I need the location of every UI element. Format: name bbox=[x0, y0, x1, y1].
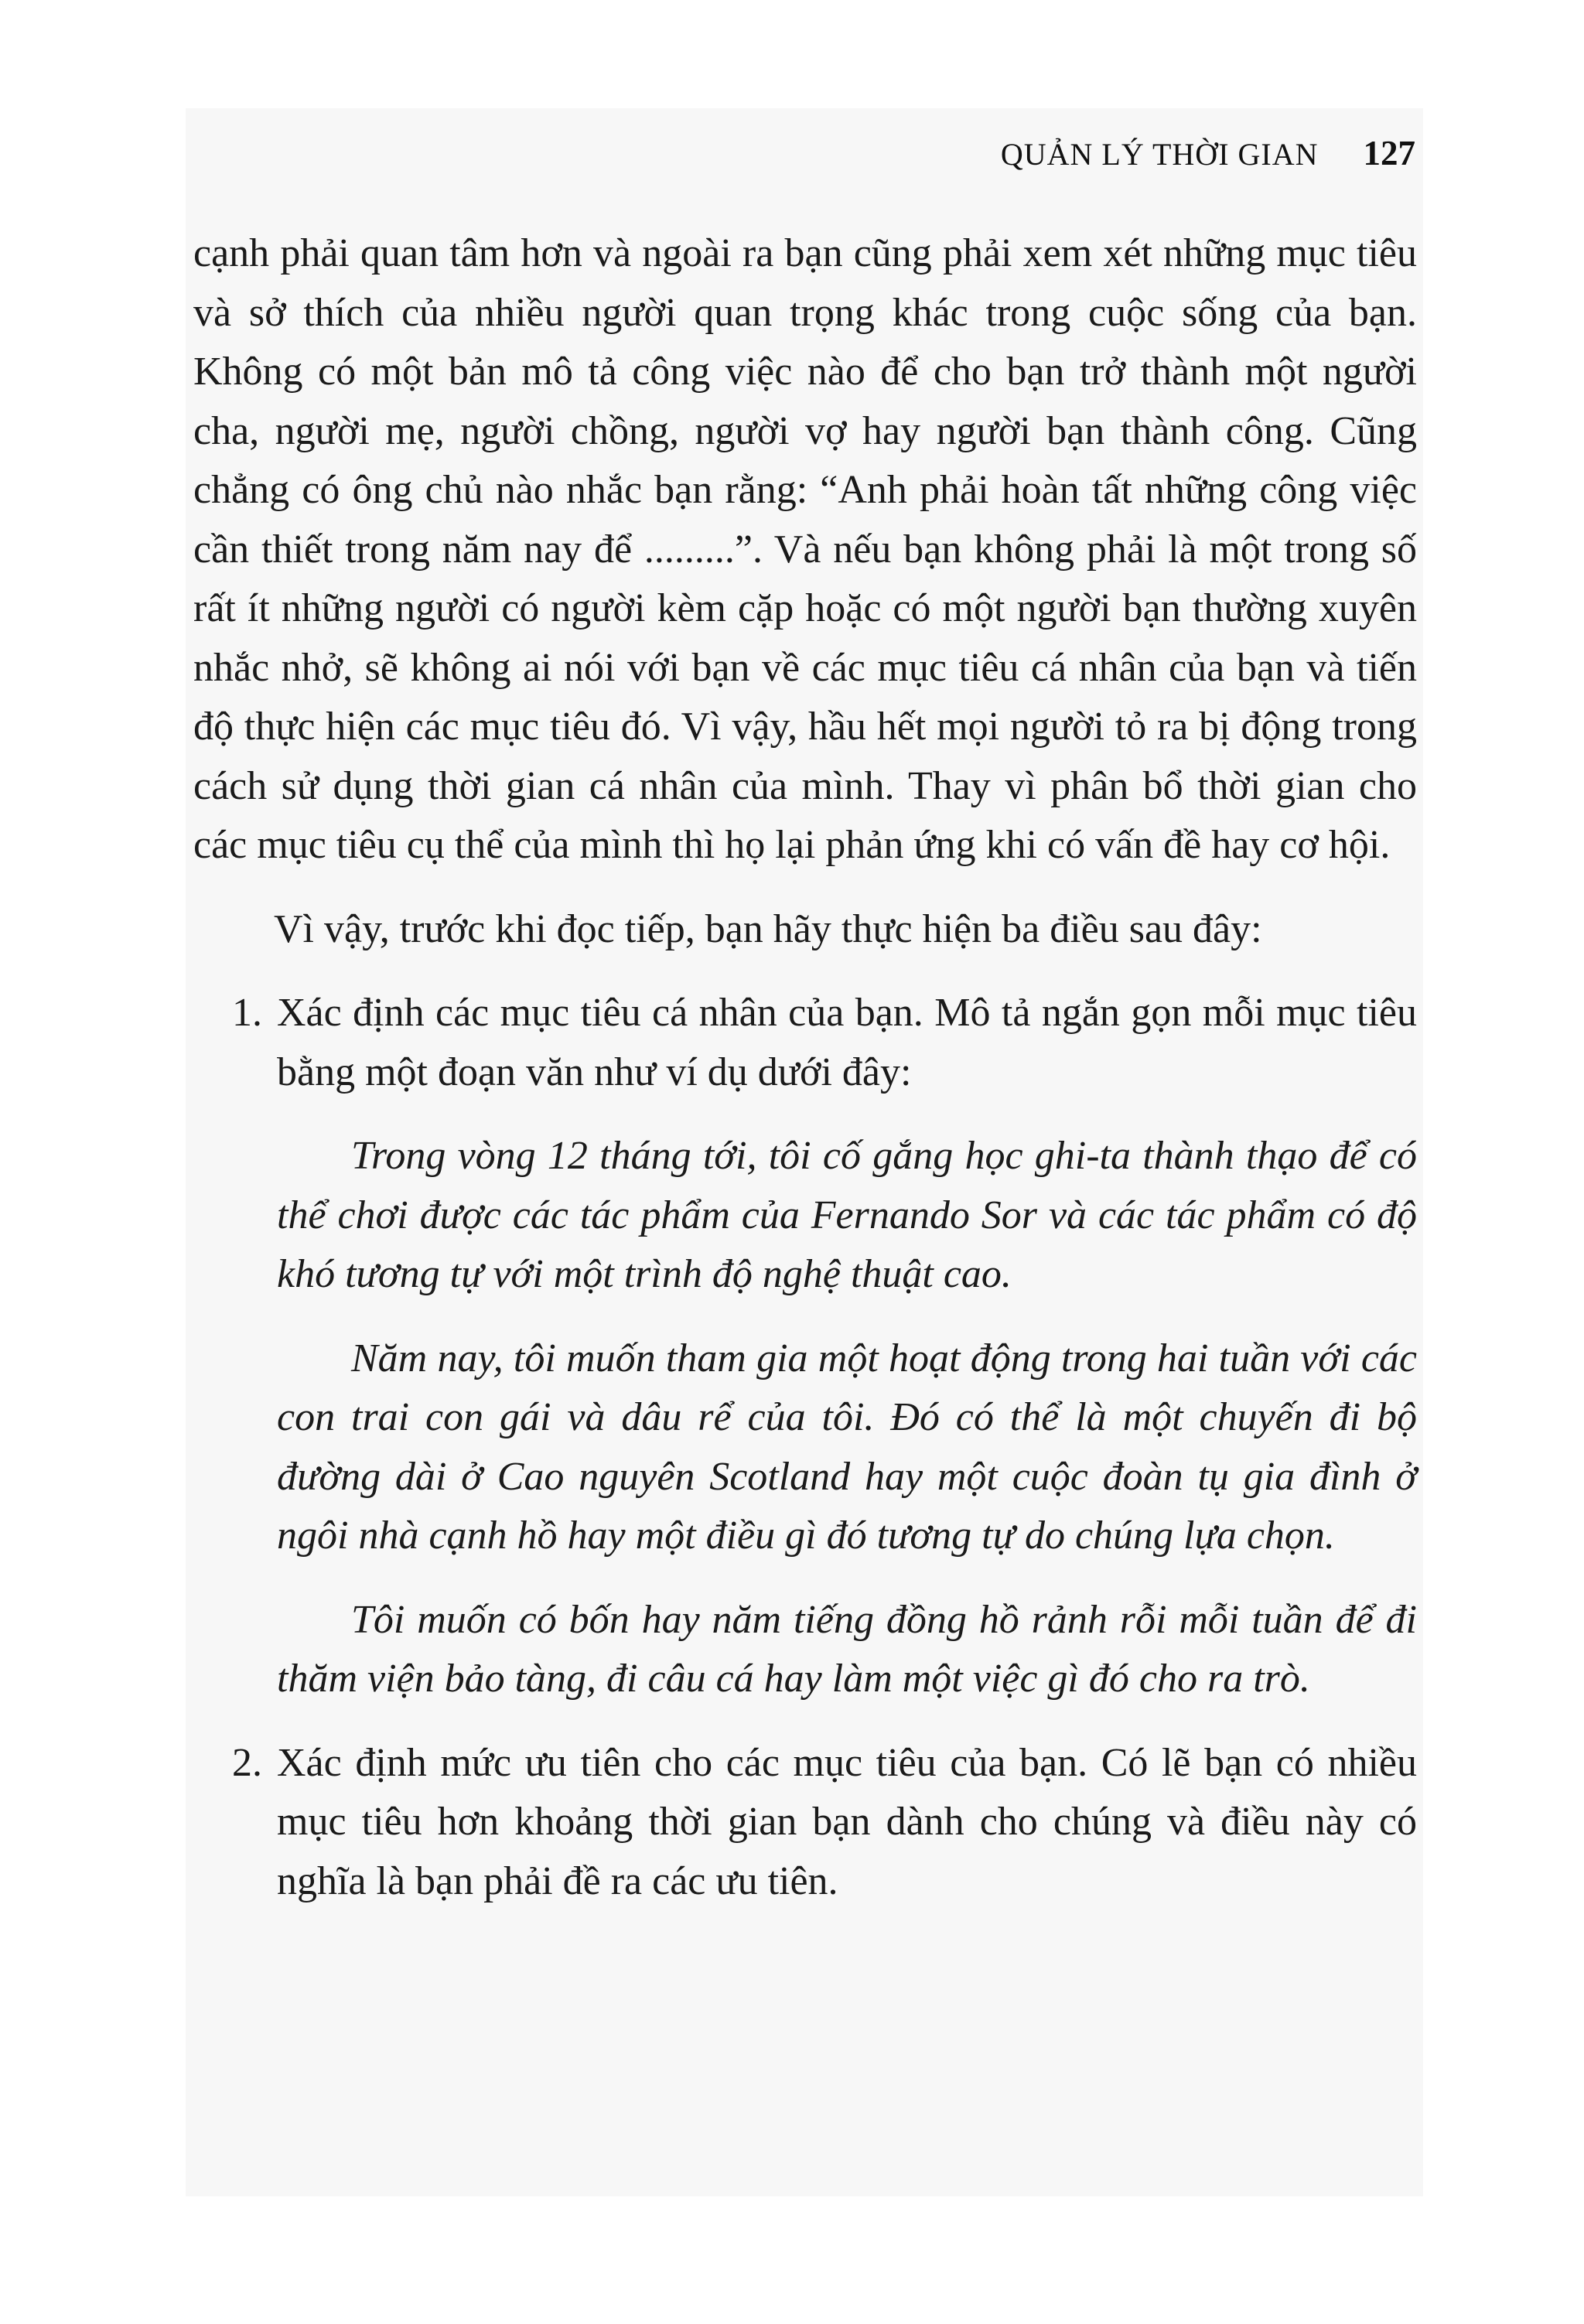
example-paragraph: Năm nay, tôi muốn tham gia một hoạt động trong hai tuần với các con trai con gái và dâu rể của tôi. Đó có thể là một chuyến đi bộ đường dài ở Cao nguyên Scotland hay một cuộc đoàn tụ gia đình ở ngôi nhà cạnh hồ hay một điều gì đó tương tự do chúng lựa chọn. bbox=[277, 1336, 1417, 1558]
example-paragraph: Tôi muốn có bốn hay năm tiếng đồng hồ rảnh rỗi mỗi tuần để đi thăm viện bảo tàng, đi câu cá hay làm một việc gì đó cho ra trò. bbox=[277, 1597, 1417, 1701]
list-number: 2. bbox=[232, 1740, 262, 1785]
list-item bbox=[193, 984, 1417, 1709]
page-content bbox=[193, 224, 1417, 1936]
lead-paragraph: Vì vậy, trước khi đọc tiếp, bạn hãy thực hiện ba điều sau đây: bbox=[274, 906, 1262, 951]
list-item-text: Xác định các mục tiêu cá nhân của bạn. Mô tả ngắn gọn mỗi mục tiêu bằng một đoạn văn như ví dụ dưới đây: bbox=[277, 991, 1417, 1094]
list-item-text: Xác định mức ưu tiên cho các mục tiêu của bạn. Có lẽ bạn có nhiều mục tiêu hơn khoảng thời gian bạn dành cho chúng và điều này có nghĩa là bạn phải đề ra các ưu tiên. bbox=[277, 1740, 1417, 1903]
example-paragraph: Trong vòng 12 tháng tới, tôi cố gắng học ghi-ta thành thạo để có thể chơi được các tác phẩm của Fernando Sor và các tác phẩm có độ khó tương tự với một trình độ nghệ thuật cao. bbox=[277, 1134, 1417, 1296]
list-item bbox=[193, 1734, 1417, 1912]
list-number: 1. bbox=[232, 991, 262, 1035]
page-number: 127 bbox=[1363, 134, 1415, 172]
running-title: QUẢN LÝ THỜI GIAN bbox=[1000, 137, 1319, 172]
numbered-list bbox=[193, 984, 1417, 1911]
body-paragraph: cạnh phải quan tâm hơn và ngoài ra bạn cũng phải xem xét những mục tiêu và sở thích của nhiều người quan trọng khác trong cuộc sống của bạn. Không có một bản mô tả công việc nào để cho bạn trở thành một người cha, người mẹ, người chồng, người vợ hay người bạn thành công. Cũng chẳng có ông chủ nào nhắc bạn rằng: “Anh phải hoàn tất những công việc cần thiết trong năm nay để .........”. Và nếu bạn không phải là một trong số rất ít những người có người kèm cặp hoặc có một người bạn thường xuyên nhắc nhở, sẽ không ai nói với bạn về các mục tiêu cá nhân của bạn và tiến độ thực hiện các mục tiêu đó. Vì vậy, hầu hết mọi người tỏ ra bị động trong cách sử dụng thời gian cá nhân của mình. Thay vì phân bổ thời gian cho các mục tiêu cụ thể của mình thì họ lại phản ứng khi có vấn đề hay cơ hội. bbox=[193, 231, 1417, 867]
running-header bbox=[1001, 133, 1415, 173]
